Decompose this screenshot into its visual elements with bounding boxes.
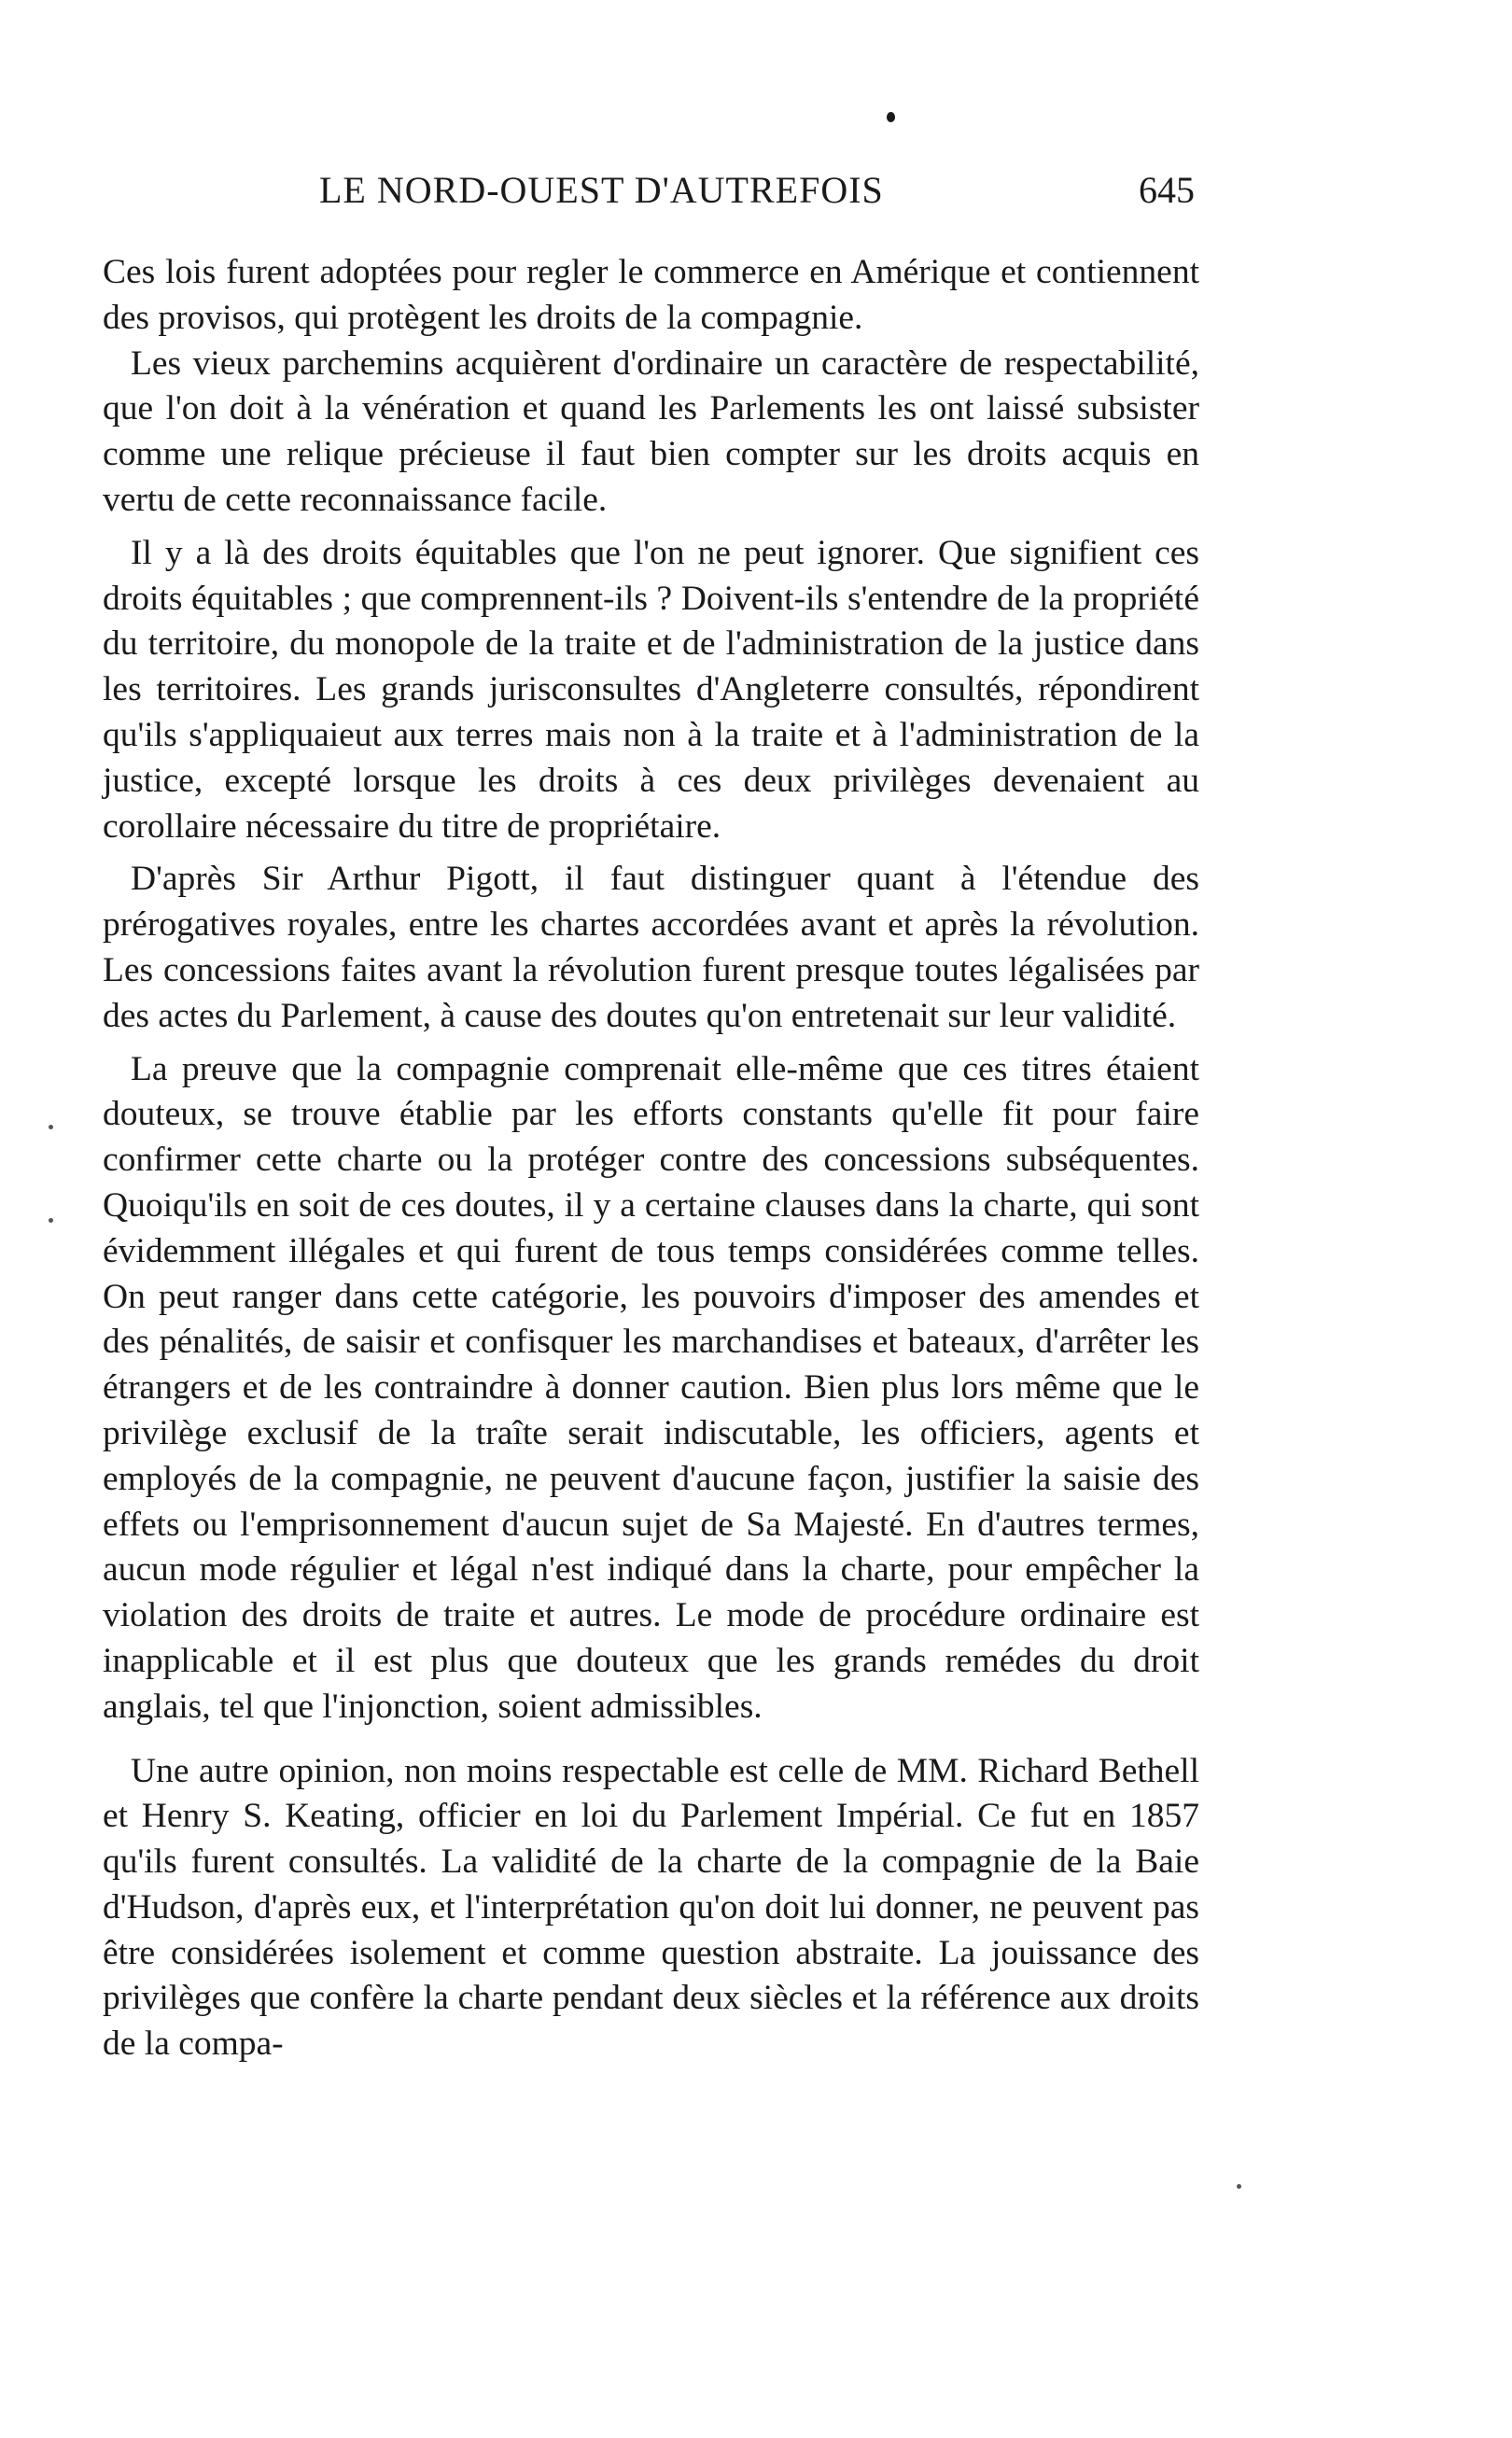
page-number: 645 bbox=[1139, 169, 1195, 211]
paragraph-5: La preuve que la compagnie comprenait elle-même que ces titres étaient douteux, se trouve établie par les efforts constants qu'elle fit pour faire confirmer cette charte ou la protéger contre des concessions subséquentes. Quoiqu'ils en soit de ces doutes, il y a certaine clauses dans la charte, qui sont évidemment illégales et qui furent de tous temps considérées comme telles. On peut ranger dans cette catégorie, les pouvoirs d'imposer des amendes et des pénalités, de saisir et confisquer les marchandises et bateaux, d'arrêter les étrangers et de les contraindre à donner caution. Bien plus lors même que le privilège exclusif de la traîte serait indiscutable, les officiers, agents et employés de la compagnie, ne peuvent d'aucune façon, justifier la saisie des effets ou l'emprisonnement d'aucun sujet de Sa Majesté. En d'autres termes, aucun mode régulier et légal n'est indiqué dans la charte, pour empêcher la violation des droits de traite et autres. Le mode de procédure ordinaire est inapplicable et il est plus que douteux que les grands remédes du droit anglais, tel que l'injonction, soient admissibles. bbox=[103, 1049, 1199, 1726]
paragraph-3: Il y a là des droits équitables que l'on ne peut ignorer. Que signifient ces droits équitables ; que comprennent-ils ? Doivent-ils s'entendre de la propriété du territoire, du monopole de la traite et de l'administration de la justice dans les territoires. Les grands jurisconsultes d'Angleterre consultés, répondirent qu'ils s'appliquaieut aux terres mais non à la traite et à l'administration de la justice, excepté lorsque les droits à ces deux privilèges devenaient au corollaire nécessaire du titre de propriétaire. bbox=[103, 533, 1199, 846]
running-title: LE NORD-OUEST D'AUTREFOIS bbox=[319, 169, 884, 211]
paragraph-4: D'après Sir Arthur Pigott, il faut distinguer quant à l'étendue des prérogatives royales, entre les chartes accordées avant et après la révolution. Les concessions faites avant la révolution furent presque toutes légalisées par des actes du Parlement, à cause des doutes qu'on entretenait sur leur validité. bbox=[103, 860, 1199, 1035]
margin-speck bbox=[49, 1218, 53, 1223]
paragraph-6: Une autre opinion, non moins respectable est celle de MM. Richard Bethell et Henry S. Keating, officier en loi du Parlement Impérial. Ce fut en 1857 qu'ils furent consultés. La validité de la charte de la compagnie de la Baie d'Hudson, d'après eux, et l'interprétation qu'on doit lui donner, ne peuvent pas être considérées isolement et comme question abstraite. La jouissance des privilèges que confère la charte pendant deux siècles et la référence aux droits de la compa- bbox=[103, 1751, 1199, 2064]
paragraph-1: Ces lois furent adoptées pour regler le commerce en Amérique et contiennent des provisos, qui protègent les droits de la compagnie. bbox=[103, 253, 1199, 337]
margin-speck bbox=[1237, 2184, 1241, 2189]
ink-dot-mark bbox=[887, 112, 895, 122]
paragraph-2: Les vieux parchemins acquièrent d'ordinaire un caractère de respectabilité, que l'on doit à la vénération et quand les Parlements les ont laissé subsister comme une relique précieuse il faut bien compter sur les droits acquis en vertu de cette reconnaissance facile. bbox=[103, 343, 1199, 519]
margin-speck bbox=[49, 1125, 53, 1129]
running-head bbox=[105, 168, 1195, 224]
body-text bbox=[103, 250, 1199, 2067]
